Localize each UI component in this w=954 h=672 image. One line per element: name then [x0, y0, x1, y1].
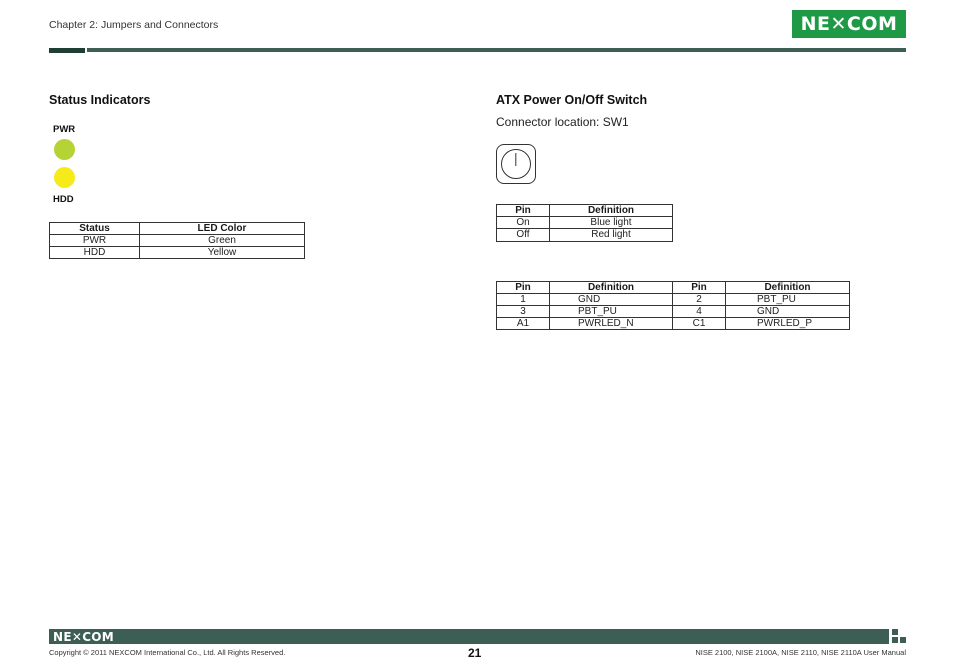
table-cell: Green: [140, 235, 305, 247]
corner-square-icon: [900, 637, 906, 643]
status-table: [49, 222, 305, 259]
header-rule: [87, 48, 906, 52]
table-header-row: [50, 223, 305, 235]
table-cell: On: [497, 217, 550, 229]
table-row: [497, 217, 673, 229]
power-switch-icon: [496, 144, 536, 184]
logo-text: NE✕COM: [800, 13, 898, 35]
table-row: [497, 294, 850, 306]
table-header: Definition: [550, 282, 673, 294]
pwr-label: PWR: [53, 124, 76, 135]
power-switch-line: [515, 153, 516, 166]
manual-title: NISE 2100, NISE 2100A, NISE 2110, NISE 2110A User Manual: [695, 648, 906, 657]
table-cell: GND: [550, 294, 673, 306]
footer-bar: [49, 629, 889, 644]
table-cell: PWRLED_P: [726, 318, 850, 330]
pwr-led-icon: [54, 139, 75, 160]
status-indicators-title: Status Indicators: [49, 93, 151, 107]
page-number: 21: [468, 646, 482, 660]
hdd-label: HDD: [53, 194, 74, 205]
header-rule-accent: [49, 48, 85, 53]
table-cell: PWR: [50, 235, 140, 247]
table-cell: 3: [497, 306, 550, 318]
table-row: [497, 318, 850, 330]
table-cell: A1: [497, 318, 550, 330]
corner-square-icon: [892, 629, 898, 635]
table-row: [497, 306, 850, 318]
table-row: [497, 229, 673, 242]
corner-square-icon: [892, 637, 898, 643]
table-cell: PBT_PU: [726, 294, 850, 306]
connector-location: Connector location: SW1: [496, 115, 629, 129]
table-row: [50, 235, 305, 247]
switch-led-table: [496, 204, 673, 242]
switch-pin-table: [496, 281, 850, 330]
table-cell: PBT_PU: [550, 306, 673, 318]
table-header-row: [497, 282, 850, 294]
table-cell: 4: [673, 306, 726, 318]
table-cell: HDD: [50, 247, 140, 259]
table-header: Pin: [673, 282, 726, 294]
atx-switch-title: ATX Power On/Off Switch: [496, 93, 648, 107]
chapter-title: Chapter 2: Jumpers and Connectors: [49, 19, 219, 31]
table-cell: GND: [726, 306, 850, 318]
table-cell: 2: [673, 294, 726, 306]
copyright-text: Copyright © 2011 NEXCOM International Co., Ltd. All Rights Reserved.: [49, 648, 286, 657]
table-header: Status: [50, 223, 140, 235]
hdd-led-icon: [54, 167, 75, 188]
table-header: Definition: [550, 205, 673, 217]
table-cell: C1: [673, 318, 726, 330]
table-row: [50, 247, 305, 259]
table-cell: Blue light: [550, 217, 673, 229]
table-cell: PWRLED_N: [550, 318, 673, 330]
table-header: Pin: [497, 205, 550, 217]
table-cell: Yellow: [140, 247, 305, 259]
table-header: LED Color: [140, 223, 305, 235]
footer-logo: NE✕COM: [53, 630, 115, 644]
table-cell: Red light: [550, 229, 673, 242]
table-cell: Off: [497, 229, 550, 242]
table-cell: 1: [497, 294, 550, 306]
nexcom-logo: [792, 10, 906, 38]
table-header: Definition: [726, 282, 850, 294]
power-switch-circle: [501, 149, 531, 179]
table-header: Pin: [497, 282, 550, 294]
table-header-row: [497, 205, 673, 217]
